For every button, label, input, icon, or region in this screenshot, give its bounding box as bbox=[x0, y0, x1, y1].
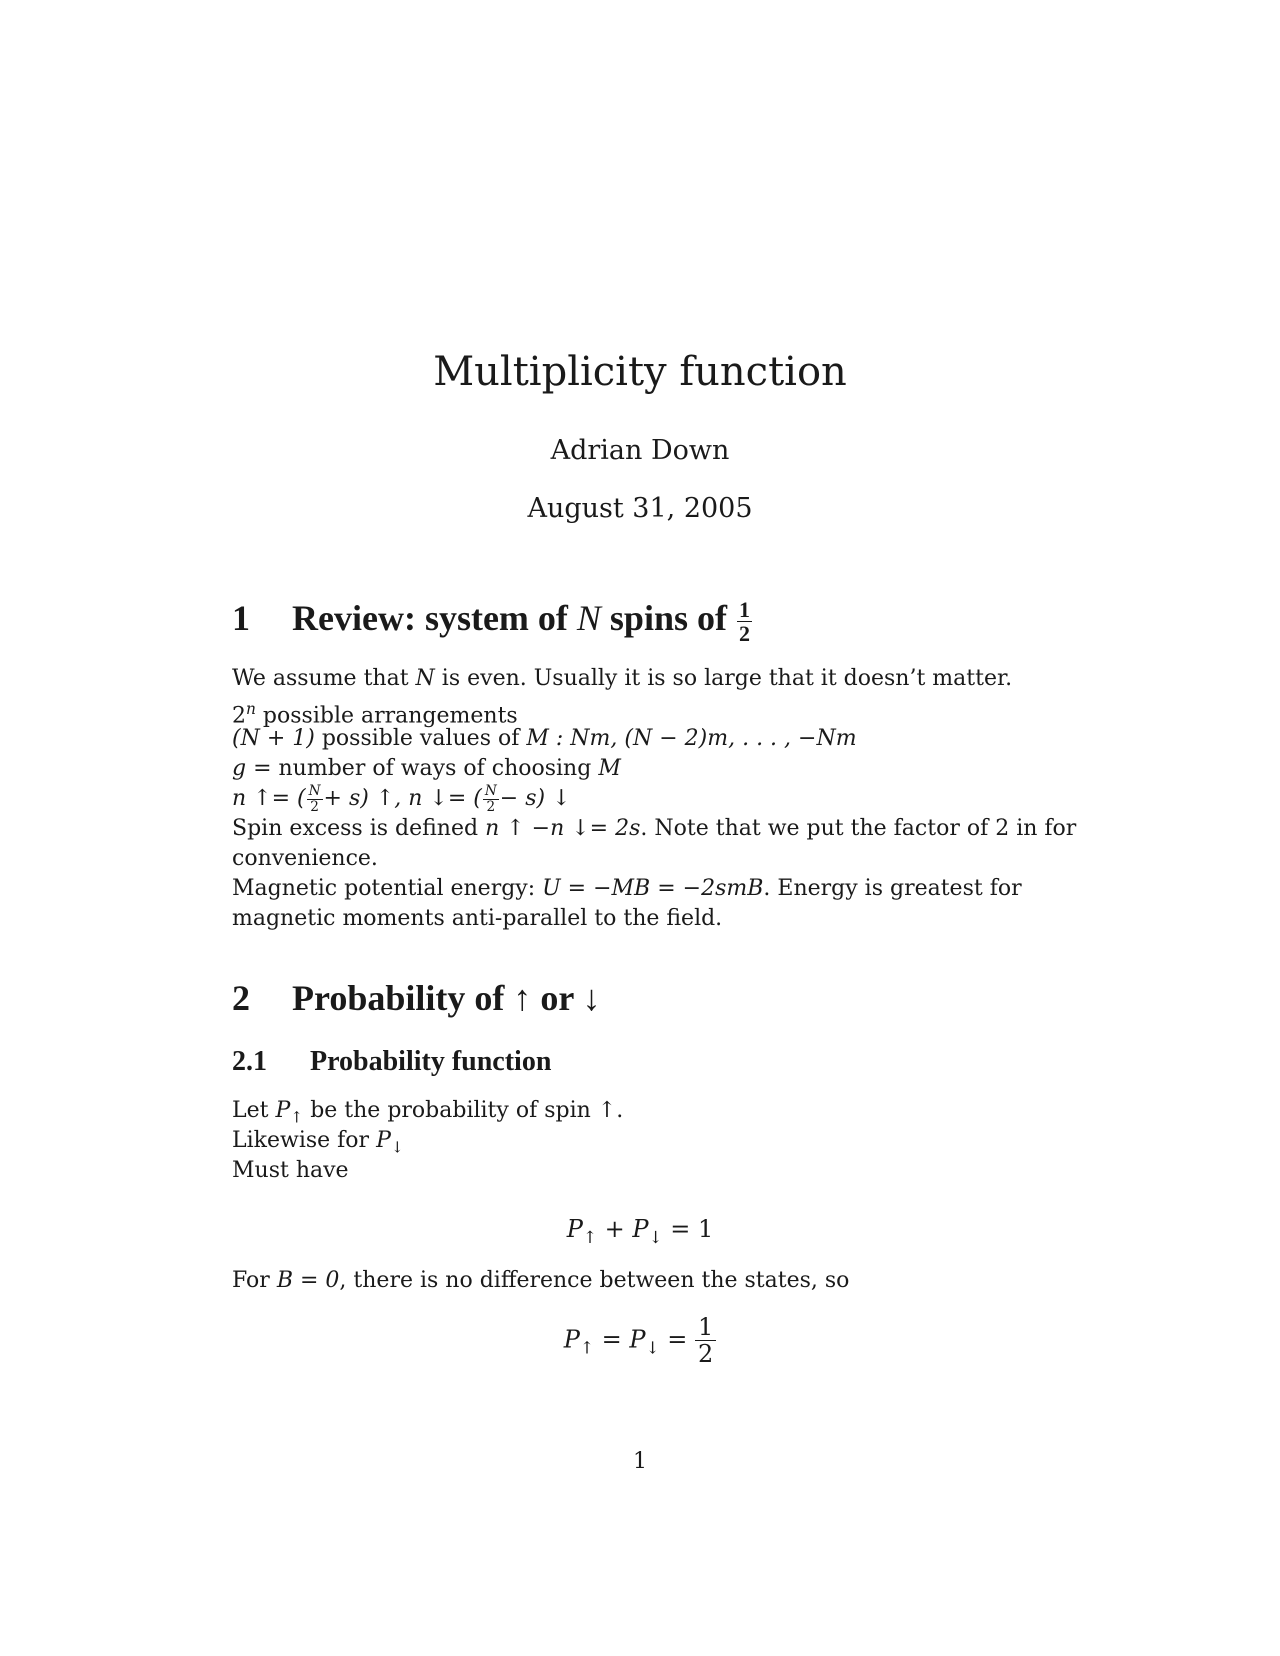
paragraph-line: convenience. bbox=[232, 846, 378, 871]
subsection-heading-text: Probability function bbox=[310, 1046, 552, 1077]
paragraph-line bbox=[232, 784, 571, 814]
subsection-2-1-heading bbox=[232, 1044, 551, 1080]
math-expression: B = 0 bbox=[276, 1268, 340, 1293]
section-1-heading bbox=[232, 596, 753, 645]
fraction-denominator: 2 bbox=[310, 798, 319, 815]
section-2-heading bbox=[232, 976, 601, 1020]
page-number: 1 bbox=[633, 1449, 647, 1474]
section-number: 2 bbox=[232, 978, 250, 1018]
math-expression: n ↑ −n ↓= 2s bbox=[485, 816, 641, 841]
math-operator: = bbox=[601, 1325, 622, 1354]
document-date: August 31, 2005 bbox=[527, 493, 753, 524]
math-exponent: n bbox=[246, 700, 256, 718]
text-span: . Note that we put the factor of 2 in for bbox=[640, 816, 1077, 841]
text-span: Let bbox=[232, 1098, 269, 1123]
math-expression: g = bbox=[232, 756, 272, 781]
math-subscript: ↑ bbox=[579, 1337, 594, 1358]
text-span: possible values of bbox=[321, 726, 520, 751]
math-expression: + s) ↑, n ↓= ( bbox=[323, 786, 482, 811]
math-var: M bbox=[598, 756, 621, 781]
math-expression: = 1 bbox=[670, 1215, 714, 1243]
math-var: P bbox=[563, 1325, 580, 1354]
document-author: Adrian Down bbox=[550, 435, 730, 466]
section-heading-var: N bbox=[576, 598, 601, 638]
math-operator: + bbox=[604, 1215, 625, 1243]
math-var: P bbox=[275, 1098, 291, 1123]
math-expression: U = −MB = −2smB bbox=[542, 876, 764, 901]
math-operator: = bbox=[667, 1325, 688, 1354]
math-subscript: ↑ bbox=[582, 1226, 597, 1247]
paragraph-line: magnetic moments anti-parallel to the field. bbox=[232, 906, 723, 931]
math-subscript: ↓ bbox=[390, 1138, 404, 1157]
text-span: Magnetic potential energy: bbox=[232, 876, 536, 901]
text-span: For bbox=[232, 1268, 270, 1293]
section-heading-text: Probability of ↑ or ↓ bbox=[292, 978, 601, 1018]
paragraph-line bbox=[232, 724, 857, 754]
text-span: is even. Usually it is so large that it doesn’t matter. bbox=[441, 666, 1013, 691]
paragraph-line bbox=[232, 1266, 849, 1296]
math-expression: M : Nm, (N − 2)m, . . . , −Nm bbox=[526, 726, 857, 751]
text-span: Likewise for bbox=[232, 1128, 370, 1153]
text-span: , there is no difference between the states, so bbox=[339, 1268, 850, 1293]
text-span: Spin excess is defined bbox=[232, 816, 479, 841]
section-heading-text: Review: system of bbox=[292, 598, 568, 638]
math-expression: n ↑= ( bbox=[232, 786, 306, 811]
text-span: We assume that bbox=[232, 666, 409, 691]
math-var: P bbox=[566, 1215, 583, 1243]
text-span: . Energy is greatest for bbox=[763, 876, 1022, 901]
paragraph-line bbox=[232, 754, 621, 784]
fraction-denominator: 2 bbox=[738, 621, 750, 647]
math-expression: (N + 1) bbox=[232, 726, 315, 751]
subsection-number: 2.1 bbox=[232, 1046, 267, 1077]
fraction-denominator: 2 bbox=[697, 1340, 714, 1369]
math-subscript: ↓ bbox=[648, 1226, 663, 1247]
math-subscript: ↓ bbox=[645, 1337, 660, 1358]
math-var: P bbox=[376, 1128, 391, 1153]
paragraph-line bbox=[232, 874, 1022, 904]
fraction-n-over-2 bbox=[307, 784, 323, 814]
fraction-n-over-2 bbox=[483, 784, 499, 814]
fraction-numerator: 1 bbox=[695, 1314, 716, 1341]
math-base: 2 bbox=[232, 703, 246, 729]
math-var: P bbox=[629, 1325, 646, 1354]
equation-equal-probabilities bbox=[0, 1314, 1280, 1368]
math-expression: − s) ↓ bbox=[499, 786, 571, 811]
text-span: number of ways of choosing bbox=[278, 756, 592, 781]
fraction-denominator: 2 bbox=[486, 798, 496, 815]
fraction-numerator: N bbox=[308, 783, 321, 800]
math-var: N bbox=[415, 666, 435, 691]
document-title: Multiplicity function bbox=[433, 349, 847, 395]
fraction-one-half bbox=[695, 1314, 716, 1368]
paragraph-line: Must have bbox=[232, 1158, 349, 1183]
fraction-one-half bbox=[737, 598, 752, 645]
section-number: 1 bbox=[232, 598, 250, 638]
fraction-numerator: 1 bbox=[738, 597, 750, 623]
paragraph-line bbox=[232, 664, 1012, 694]
equation-sum-probabilities bbox=[0, 1212, 1280, 1254]
paragraph-line bbox=[232, 814, 1076, 844]
text-span: possible arrangements bbox=[262, 703, 518, 729]
fraction-numerator: N bbox=[484, 783, 497, 800]
text-span: be the probability of spin ↑. bbox=[310, 1098, 624, 1123]
section-heading-tail: spins of bbox=[609, 598, 727, 638]
math-subscript: ↑ bbox=[290, 1108, 304, 1127]
math-var: P bbox=[632, 1215, 649, 1243]
